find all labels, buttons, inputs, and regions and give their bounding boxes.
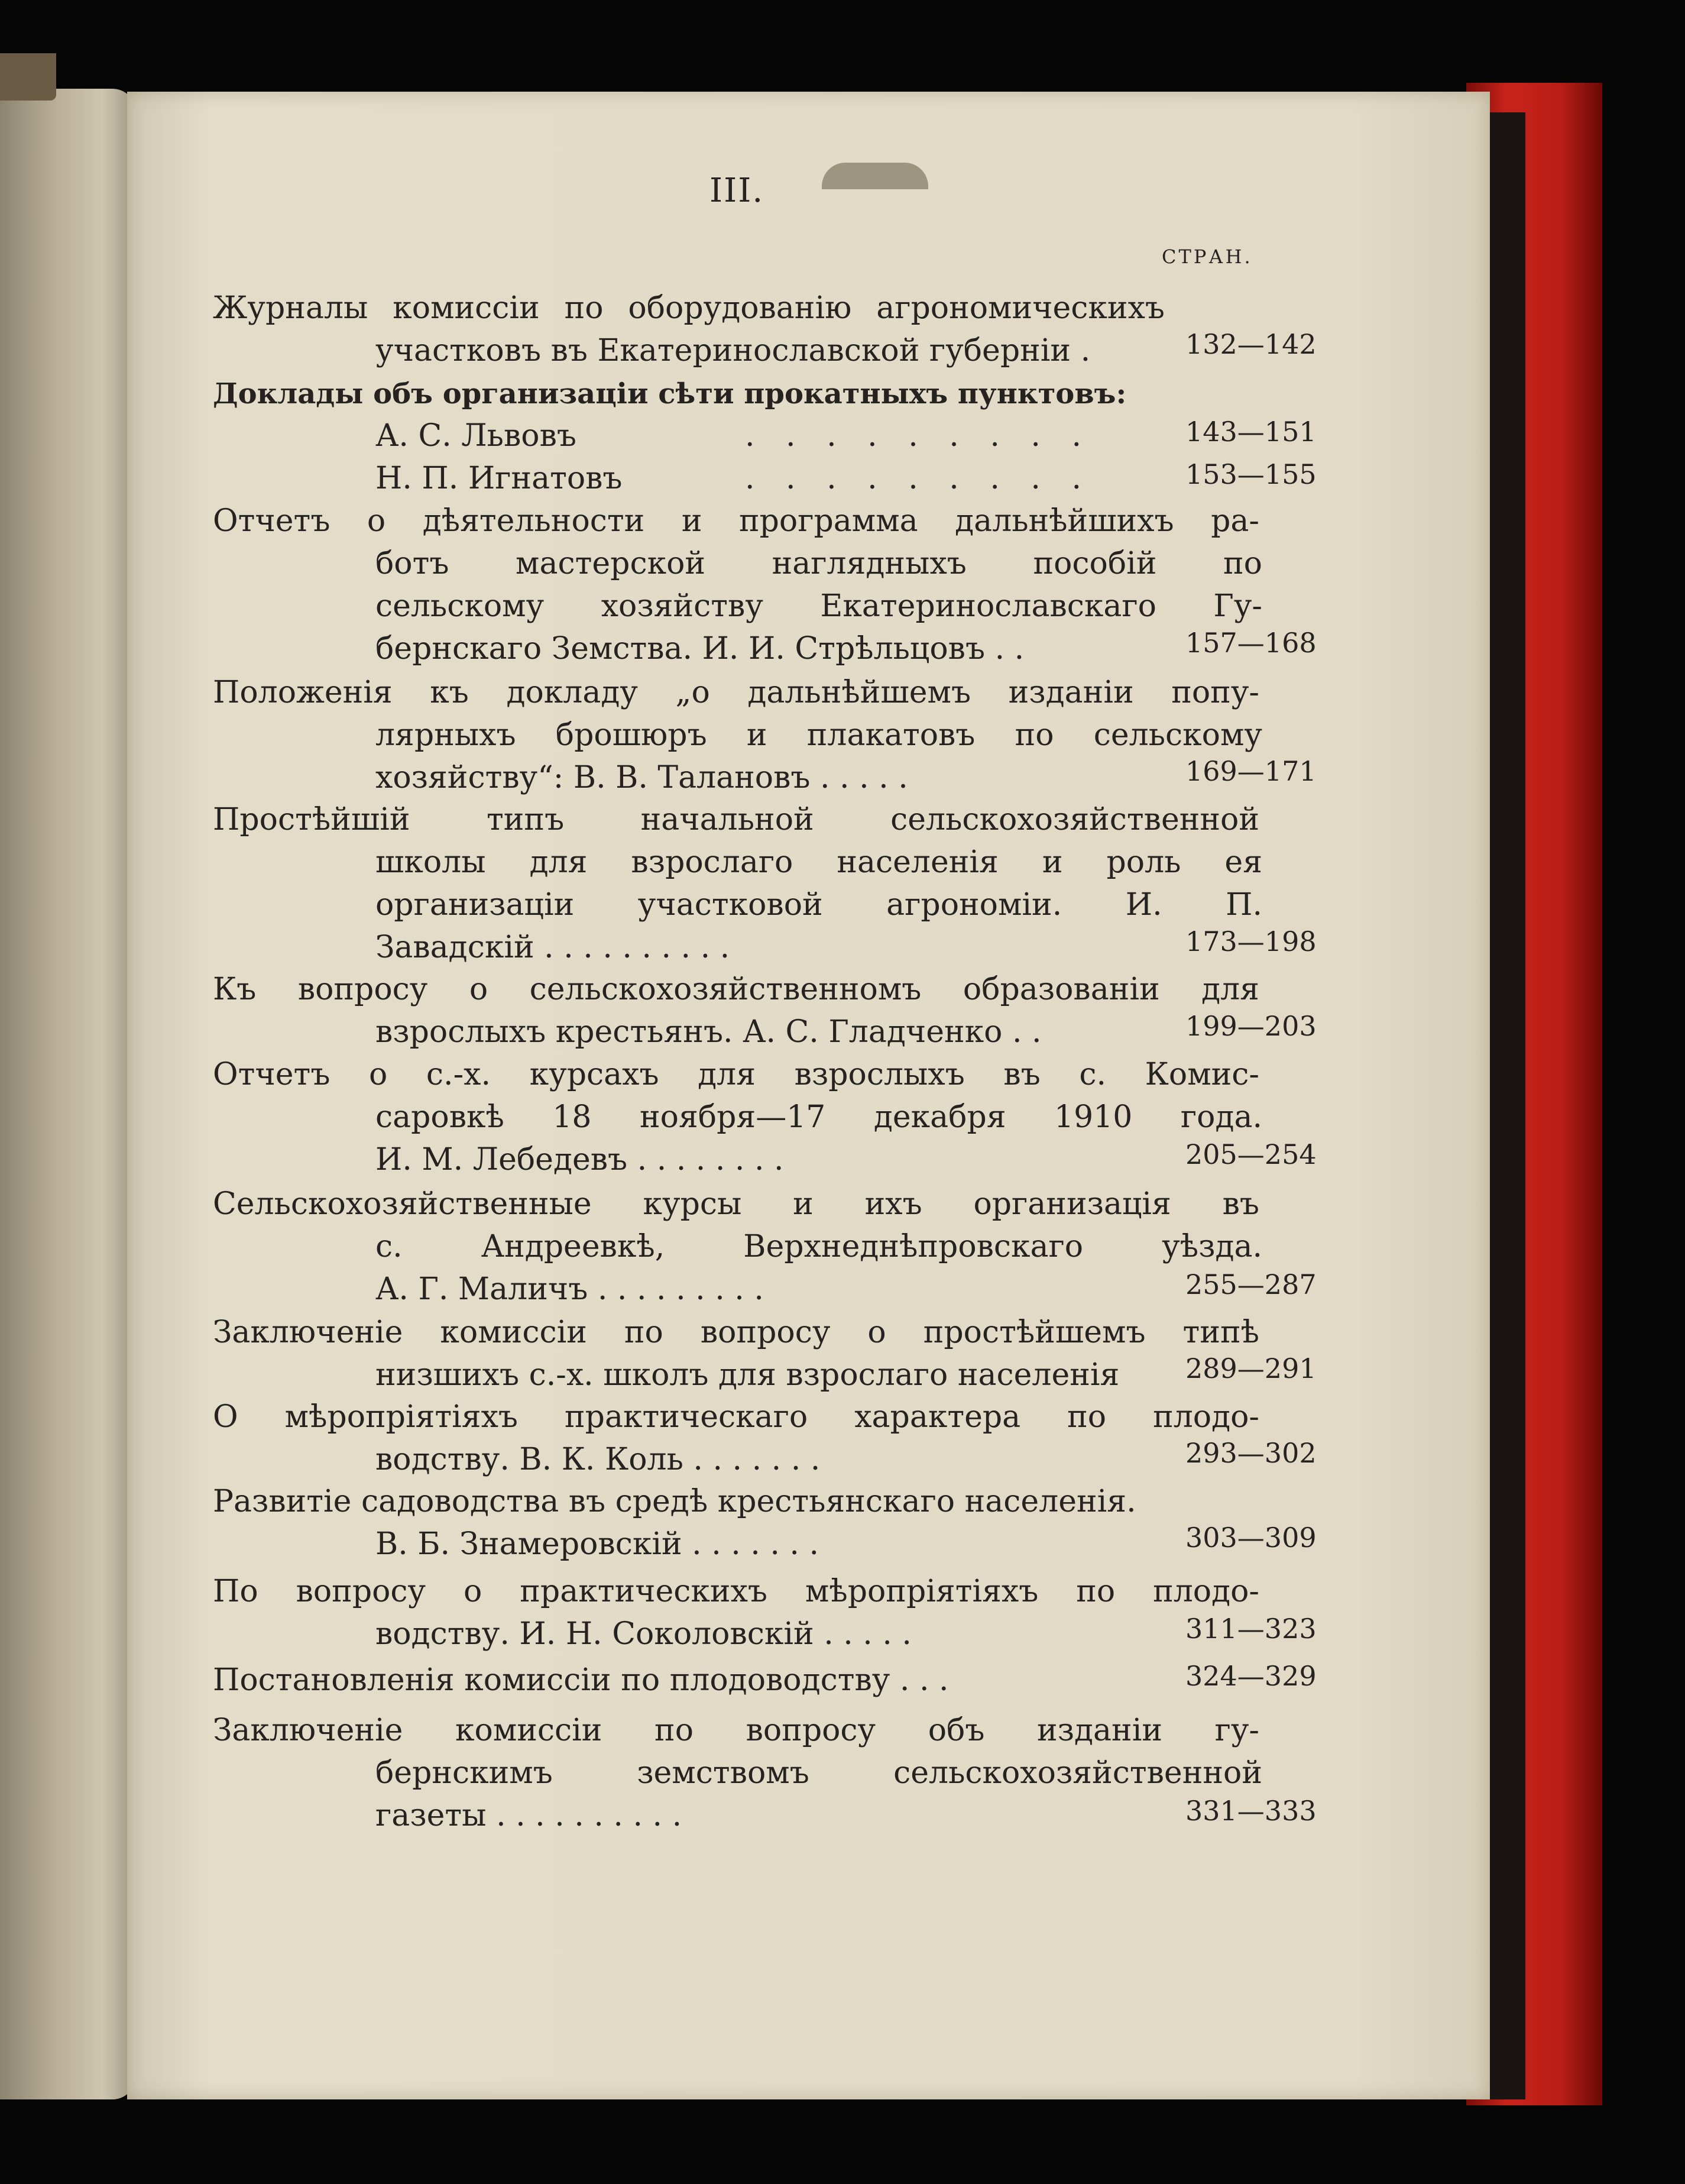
toc-entry: Развитіе садоводства въ средѣ крестьянскаго населенія. В. Б. Знамеровскій . . . . . . . [213,1484,1136,1562]
toc-entry: О мѣропріятіяхъ практическаго характера по плодо- водству. В. К. Коль . . . . . . . [213,1399,1259,1477]
page-range: 255—287 [1185,1269,1317,1300]
toc-entry: Положенія къ докладу „о дальнѣйшемъ изданіи попу- лярныхъ брошюръ и плакатовъ по сельскому хозяйству“: В. В. Талановъ . . . . . [213,675,1262,795]
page-range: 169—171 [1185,755,1317,787]
page-range: 157—168 [1185,627,1317,659]
toc-entry: Простѣйшій типъ начальной сельскохозяйственной школы для взрослаго населенія и роль ея организаціи участковой агрономіи. И. П. Завадскій . . . . . . . . . . [213,802,1262,965]
book-page [127,92,1490,2099]
toc-entry: А. С. Львовъ . . . . . . . . . [375,418,1092,454]
page-range: 143—151 [1185,416,1317,448]
page-tab [822,163,928,189]
page-range: 331—333 [1185,1795,1317,1827]
page-number: III. [709,172,764,210]
toc-entry: Отчетъ о дѣятельности и программа дальнѣйшихъ ра- ботъ мастерской наглядныхъ пособій по сельскому хозяйству Екатеринославскаго Гу- бернскаго Земства. И. И. Стрѣльцовъ . . [213,503,1262,666]
toc-entry: По вопросу о практическихъ мѣропріятіяхъ по плодо- водству. И. Н. Соколовскій . . . . . [213,1574,1259,1652]
toc-entry: Къ вопросу о сельскохозяйственномъ образованіи для взрослыхъ крестьянъ. А. С. Гладченко . . [213,972,1259,1050]
toc-entry: Н. П. Игнатовъ . . . . . . . . . [375,461,1092,496]
page-range: 132—142 [1185,328,1317,360]
page-range: 199—203 [1185,1010,1317,1042]
page-range: 205—254 [1185,1138,1317,1170]
toc-entry: Постановленія комиссіи по плодоводству . . . [213,1662,949,1698]
toc-entry: Журналы комиссіи по оборудованію агрономическихъ участковъ въ Екатеринославской губерніи . [213,290,1165,368]
page-range: 324—329 [1185,1660,1317,1692]
page-range: 293—302 [1185,1437,1317,1469]
pages-column-header: СТРАН. [1162,245,1253,268]
toc-entry: Заключеніе комиссіи по вопросу о простѣйшемъ типѣ низшихъ с.-х. школъ для взрослаго населенія [213,1315,1259,1393]
page-range: 153—155 [1185,458,1317,490]
toc-entry: Отчетъ о с.-х. курсахъ для взрослыхъ въ с. Комис- саровкѣ 18 ноября—17 декабря 1910 года. И. М. Лебедевъ . . . . . . . . [213,1057,1262,1177]
left-page-edge [0,89,136,2099]
binding-fabric [0,53,56,101]
page-range: 303—309 [1185,1522,1317,1554]
toc-entry: Заключеніе комиссіи по вопросу объ изданіи гу- бернскимъ земствомъ сельскохозяйственной газеты . . . . . . . . . . [213,1713,1262,1833]
page-range: 289—291 [1185,1353,1317,1384]
page-range: 311—323 [1185,1613,1317,1645]
toc-entry: Сельскохозяйственные курсы и ихъ организація въ с. Андреевкѣ, Верхнеднѣпровскаго уѣзда. А. Г. Маличъ . . . . . . . . . [213,1186,1262,1307]
toc-section-heading: Доклады объ организаціи сѣти прокатныхъ пунктовъ: [213,377,1127,410]
page-range: 173—198 [1185,926,1317,957]
